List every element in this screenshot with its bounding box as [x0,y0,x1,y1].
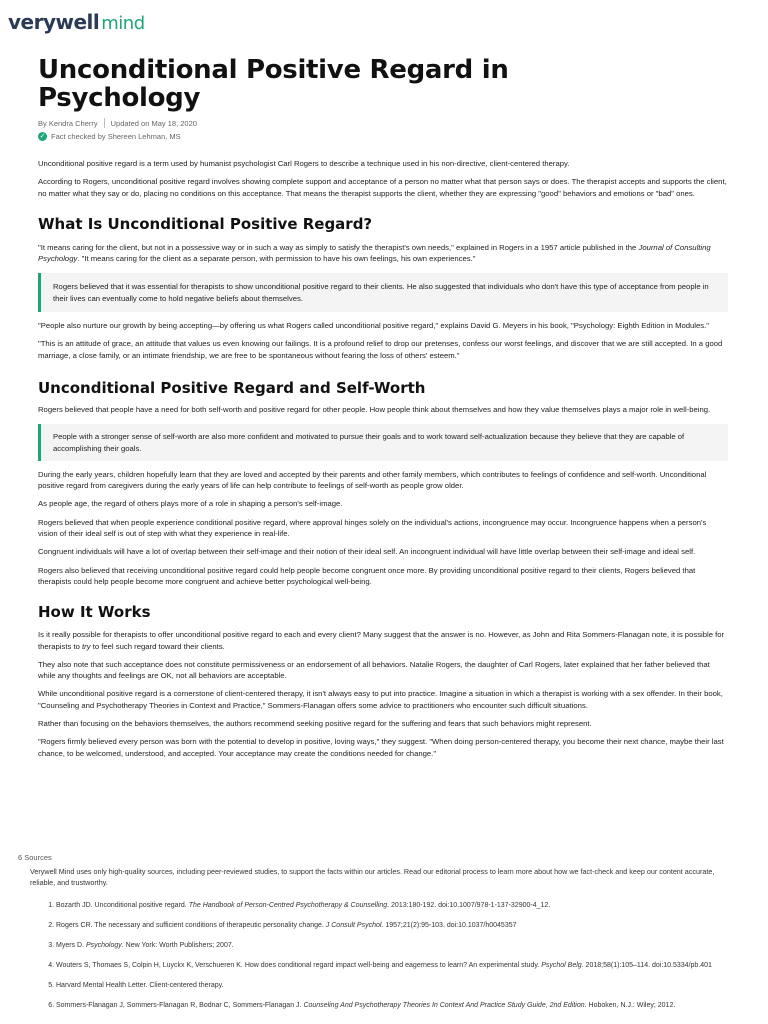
s3-paragraph-2: They also note that such acceptance does not constitute permissiveness or an endorsement of all behaviors. Natalie Rogers, the daughter of Carl Rogers, later explained that her father believed that while any thoughts and feelings are OK, not all behaviors are acceptable. [38,659,710,681]
sources-toggle[interactable]: 6 Sources [18,853,52,862]
title-line-2: Psychology [38,83,201,113]
heading-what-is: What Is Unconditional Positive Regard? [38,214,373,233]
author-link[interactable]: By Kendra Cherry [38,119,98,128]
s2-paragraph-3: As people age, the regard of others plays more of a role in shaping a person's self-image. [38,499,343,509]
s3-paragraph-1: Is it really possible for therapists to offer unconditional positive regard to each and every client? Many suggest that the answer is no. However, as John and Rita Sommers-Flanagan note, it is possible for therapists to try to feel such regard toward their clients. [38,630,725,651]
s3-paragraph-3: While unconditional positive regard is a cornerstone of client-centered therapy, it isn't always easy to put into practice. Imagine a situation in which a therapist is working with a sex offender. In their book, "Counseling and Psychotherapy Theories in Context and Practice," Sommers-Flanagan offers some advice to practitioners who encounter such difficult situations. [38,689,723,710]
heading-how-it-works: How It Works [38,603,151,622]
callout-acceptance [38,273,728,312]
sources-section [30,867,740,1011]
s3-paragraph-5: "Rogers firmly believed every person was born with the potential to develop in positive, loving ways," they suggest. "When doing person-centered therapy, you become their next chance, maybe their last chance, to be welcomed, understood, and accepted. Your acceptance may create the conditions needed for change." [38,737,724,758]
reference-item: 5. Harvard Mental Health Letter. Client-centered therapy. [56,981,740,991]
logo-sub: mind [101,13,145,34]
s1-paragraph-2: "People also nurture our growth by being accepting—by offering us what Rogers called unconditional positive regard," explains David G. Meyers in his book, "Psychology: Eighth Edition in Modules." [38,321,709,331]
byline-divider [104,118,105,128]
title-line-1: Unconditional Positive Regard in [38,55,509,85]
article [38,56,728,759]
reference-list [30,901,740,1011]
reference-item: 3. Myers D. Psychology. New York: Worth Publishers; 2007. [56,941,740,951]
article-title [38,56,728,112]
s3-paragraph-4: Rather than focusing on the behaviors themselves, the authors recommend seeking positive regard for the suffering and fears that such behaviors might represent. [38,719,592,729]
s2-paragraph-1: Rogers believed that people have a need for both self-worth and positive regard for other people. How people think about themselves and how they value themselves plays a major role in well-being. [38,404,711,414]
fact-checker[interactable]: Fact checked by Shereen Lehman, MS [51,132,181,141]
heading-self-worth: Unconditional Positive Regard and Self-Worth [38,378,426,397]
updated-date: Updated on May 18, 2020 [110,119,197,128]
s2-paragraph-4: Rogers believed that when people experience conditional positive regard, where approval hinges solely on the individual's actions, incongruence may occur. Incongruence happens when a person's vision of their ideal self is out of step with what they experience in real-life. [38,517,707,539]
s2-paragraph-2: During the early years, children hopefully learn that they are loved and accepted by their parents and other family members, which contributes to feelings of confidence and self-worth. Unconditional positive regard from caregivers during the early years of life can help contribute to feelings of self-worth as people grow older. [38,469,707,491]
fact-check [38,131,728,142]
intro-paragraph-2: According to Rogers, unconditional positive regard involves showing complete support and acceptance of a person no matter what that person says or does. The therapist accepts and supports the client, no matter what they say or do, placing no conditions on this acceptance. That means the therapist supports the client, whether they are expressing "good" behaviors and emotions or "bad" ones. [38,177,727,198]
callout-text: People with a stronger sense of self-worth are also more confident and motivated to pursue their goals and to work toward self-actualization because they believe that they are capable of accomplishing their goals. [53,432,685,453]
s2-paragraph-6: Rogers also believed that receiving unconditional positive regard could help people become congruent once more. By providing unconditional positive regard to their clients, Rogers believed that therapists could help people become more congruent and achieve better psychological well-being. [38,565,696,586]
sources-intro: Verywell Mind uses only high-quality sources, including peer-reviewed studies, to support the facts within our articles. Read our editorial process to learn more about how we fact-check and keep our content accurate, reliable, and trustworthy. [30,867,715,887]
reference-item: 4. Wouters S, Thomaes S, Colpin H, Luyckx K, Verschueren K. How does conditional regard impact well-being and eagerness to learn? An experimental study. Psychol Belg. 2018;58(1):105–114. doi:10.5334/pb.401 [56,961,740,971]
s1-paragraph-1: "It means caring for the client, but not in a possessive way or in such a way as simply to satisfy the therapist's own needs," explained in Rogers in a 1957 article published in the Journal of Consulting Psychology. "It means caring for the client as a separate person, with permission to have his own feelings, his own experiences." [38,242,711,264]
intro-paragraph-1: Unconditional positive regard is a term used by humanist psychologist Carl Rogers to describe a technique used in his non-directive, client-centered therapy. [38,159,570,168]
callout-self-worth [38,424,728,461]
callout-text: Rogers believed that it was essential for therapists to show unconditional positive regard to their clients. He also suggested that individuals who don't have this type of acceptance from people in their lives can eventually come to hold negative beliefs about themselves. [53,282,709,303]
logo-wordmark: verywell [8,10,100,34]
reference-item: 6. Sommers-Flanagan J, Sommers-Flanagan R, Bodnar C, Sommers-Flanagan J. Counseling And Psychotherapy Theories In Context And Practice Study Guide, 2nd Edition. Hoboken, N.J.: Wiley; 2012. [56,1001,740,1011]
check-icon: ✓ [39,133,46,140]
reference-item: 1. Bozarth JD. Unconditional positive regard. The Handbook of Person-Centred Psychotherapy & Counselling. 2013:180-192. doi:10.1007/978-1-137-32900-4_12. [56,901,740,911]
s1-paragraph-3: "This is an attitude of grace, an attitude that values us even knowing our failings. It is a profound relief to drop our pretenses, confess our worst feelings, and discover that we are still accepted. In a good marriage, a close family, or an intimate friendship, we are free to be spontaneous without fearing the loss of others' esteem." [38,339,723,360]
reference-item: 2. Rogers CR. The necessary and sufficient conditions of therapeutic personality change. J Consult Psychol. 1957;21(2):95-103. doi:10.1037/h0045357 [56,921,740,931]
byline [38,118,728,129]
s2-paragraph-5: Congruent individuals will have a lot of overlap between their self-image and their notion of their ideal self. An incongruent individual will have little overlap between their self-image and ideal self. [38,547,696,557]
site-logo[interactable] [8,9,145,37]
